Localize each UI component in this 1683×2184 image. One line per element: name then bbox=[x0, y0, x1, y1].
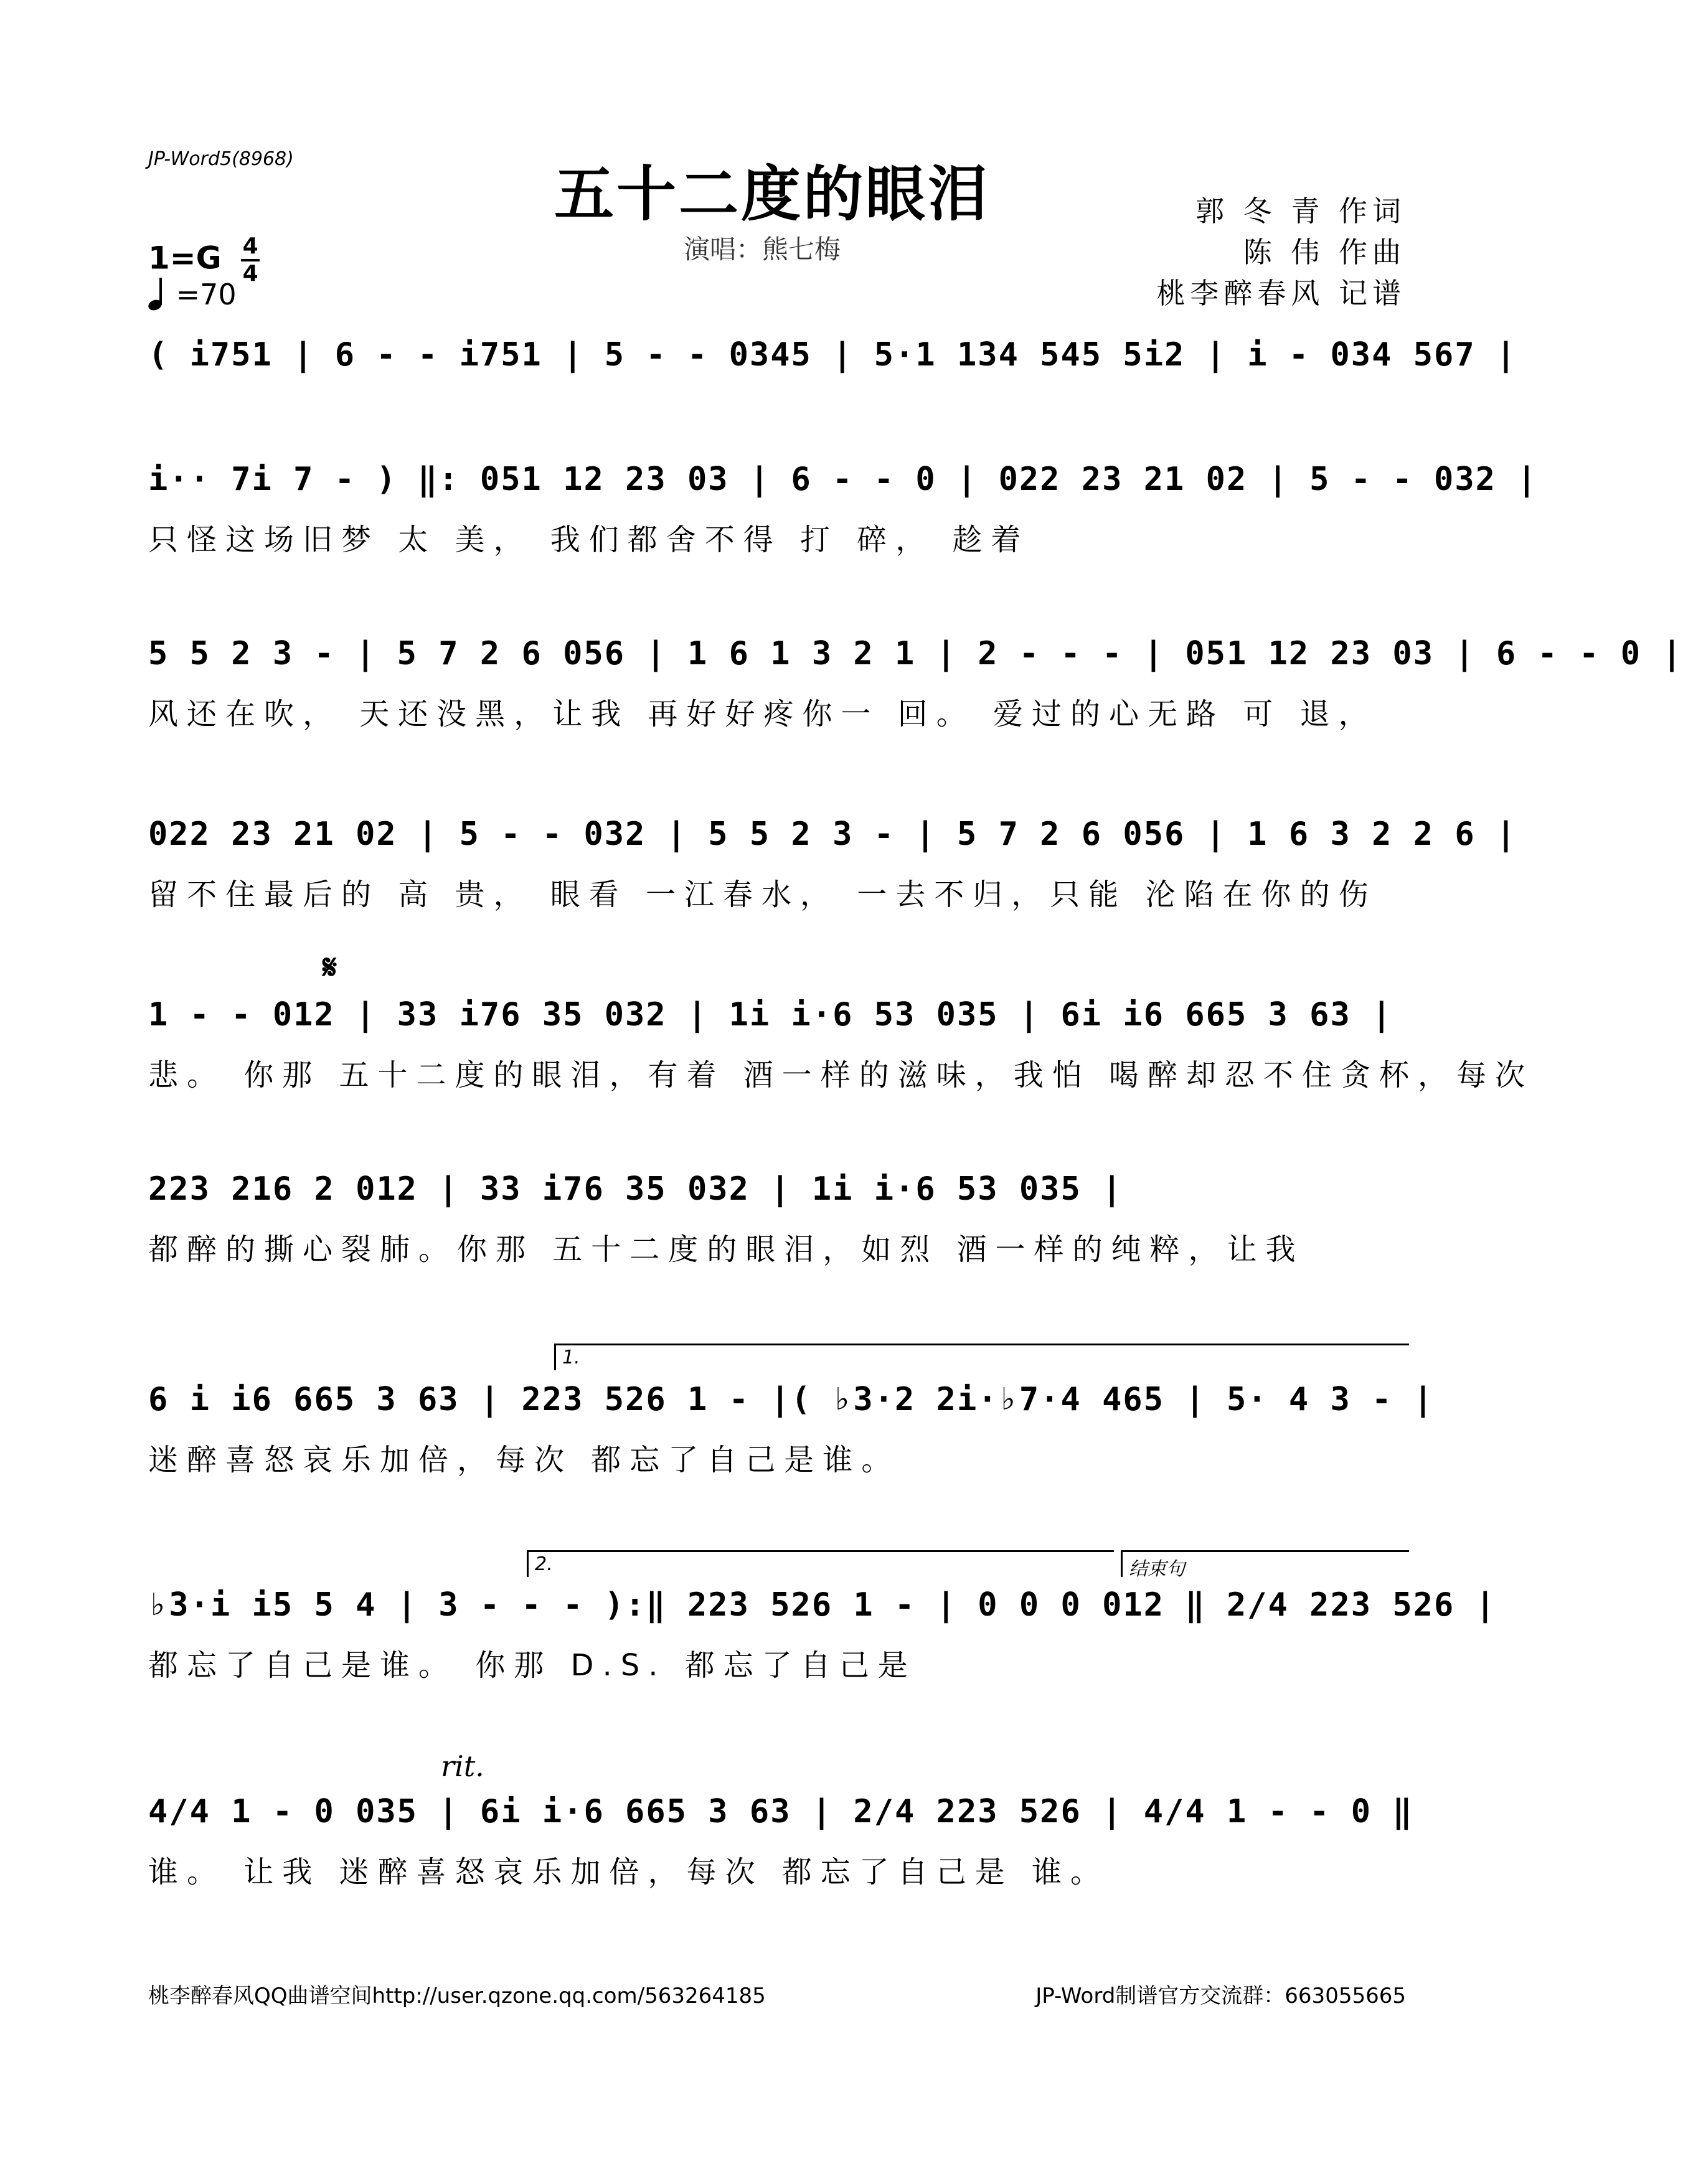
composer-credit: 陈 伟 作曲 bbox=[1243, 235, 1406, 269]
coda-label: 结束句 bbox=[1129, 1558, 1185, 1580]
score-line-7 bbox=[148, 1381, 1435, 1477]
credits-block bbox=[1156, 191, 1406, 314]
lyrics-row: 都忘了自己是谁。 你那 D.S. 都忘了自己是 bbox=[148, 1648, 917, 1683]
volta-first-ending bbox=[554, 1344, 1409, 1370]
notes-row: ♭3·i i5 5 4 | 3 - - - ):‖ 223 526 1 - | 0 0 0 012 ‖ 2/4 223 526 | bbox=[148, 1586, 1496, 1624]
lyrics-row: 留不住最后的 高 贵， 眼看 一江春水， 一去不归，只能 沦陷在你的伤 bbox=[148, 877, 1377, 912]
segno-sign: 𝄋 bbox=[323, 948, 337, 987]
lyricist-credit: 郭 冬 青 作词 bbox=[1195, 194, 1406, 228]
song-title: 五十二度的眼泪 bbox=[554, 159, 990, 229]
score-line-6 bbox=[148, 1170, 1407, 1267]
footer-group-text: JP-Word制谱官方交流群：663055665 bbox=[1035, 1984, 1406, 2008]
score-line-9 bbox=[148, 1793, 1413, 1890]
volta-1-label: 1. bbox=[562, 1347, 580, 1368]
time-top: 4 bbox=[242, 233, 258, 259]
lyrics-row: 悲。 你那 五十二度的眼泪，有着 酒一样的滋味，我怕 喝醉却忍不住贪杯，每次 bbox=[148, 1058, 1534, 1093]
notes-row: 5 5 2 3 - | 5 7 2 6 056 | 1 6 1 3 2 1 | 2 - - - | 051 12 23 03 | 6 - - 0 | bbox=[148, 635, 1683, 672]
tempo-value: =70 bbox=[176, 278, 237, 311]
score-line-1 bbox=[148, 336, 1517, 405]
key-label: 1=G bbox=[148, 240, 222, 276]
lyrics-row: 只怪这场旧梦 太 美， 我们都舍不得 打 碎， 趁着 bbox=[148, 522, 1030, 557]
time-bottom: 4 bbox=[242, 261, 258, 286]
lyrics-row: 风还在吹， 天还没黑，让我 再好好疼你一 回。 爱过的心无路 可 退， bbox=[148, 697, 1377, 732]
quarter-note-icon bbox=[148, 280, 167, 311]
lyrics-row: 谁。 让我 迷醉喜怒哀乐加倍，每次 都忘了自己是 谁。 bbox=[148, 1855, 1110, 1890]
notes-row: 6 i i6 665 3 63 | 223 526 1 - |( ♭3·2 2i·♭7·4 465 | 5· 4 3 - | bbox=[148, 1381, 1435, 1418]
ritardando-marking: rit. bbox=[441, 1749, 484, 1783]
tempo-marking bbox=[148, 278, 237, 311]
notes-row: 022 23 21 02 | 5 - - 032 | 5 5 2 3 - | 5 7 2 6 056 | 1 6 3 2 2 6 | bbox=[148, 816, 1517, 853]
notes-row: i·· 7i 7 - ) ‖: 051 12 23 03 | 6 - - 0 | 022 23 21 02 | 5 - - 032 | bbox=[148, 461, 1538, 498]
software-label: JP-Word5(8968) bbox=[148, 148, 294, 170]
score-line-2 bbox=[148, 461, 1538, 557]
notes-row: 1 - - 012 | 33 i76 35 032 | 1i i·6 53 035 | 6i i6 665 3 63 | bbox=[148, 996, 1393, 1033]
score-line-5 bbox=[148, 996, 1534, 1093]
lyrics-row: 迷醉喜怒哀乐加倍，每次 都忘了自己是谁。 bbox=[148, 1443, 900, 1477]
score-line-3 bbox=[148, 635, 1683, 732]
score-line-8 bbox=[148, 1586, 1496, 1683]
lyrics-row: 都醉的撕心裂肺。你那 五十二度的眼泪，如烈 酒一样的纯粹，让我 bbox=[148, 1232, 1304, 1267]
notes-row: ( i751 | 6 - - i751 | 5 - - 0345 | 5·1 134 545 5i2 | i - 034 567 | bbox=[148, 336, 1517, 374]
transcriber-credit: 桃李醉春风 记谱 bbox=[1156, 276, 1406, 310]
coda-bracket bbox=[1121, 1550, 1409, 1580]
footer-link-text: 桃李醉春风QQ曲谱空间http://user.qzone.qq.com/563264185 bbox=[148, 1984, 766, 2008]
score-line-4 bbox=[148, 816, 1517, 912]
notes-row: 4/4 1 - 0 035 | 6i i·6 665 3 63 | 2/4 223 526 | 4/4 1 - - 0 ‖ bbox=[148, 1793, 1413, 1830]
time-signature bbox=[241, 235, 260, 285]
singer-credit: 演唱：熊七梅 bbox=[684, 234, 841, 265]
volta-second-ending bbox=[527, 1550, 1114, 1577]
volta-2-label: 2. bbox=[535, 1553, 553, 1575]
notes-row: 223 216 2 012 | 33 i76 35 032 | 1i i·6 53 035 | bbox=[148, 1170, 1123, 1208]
